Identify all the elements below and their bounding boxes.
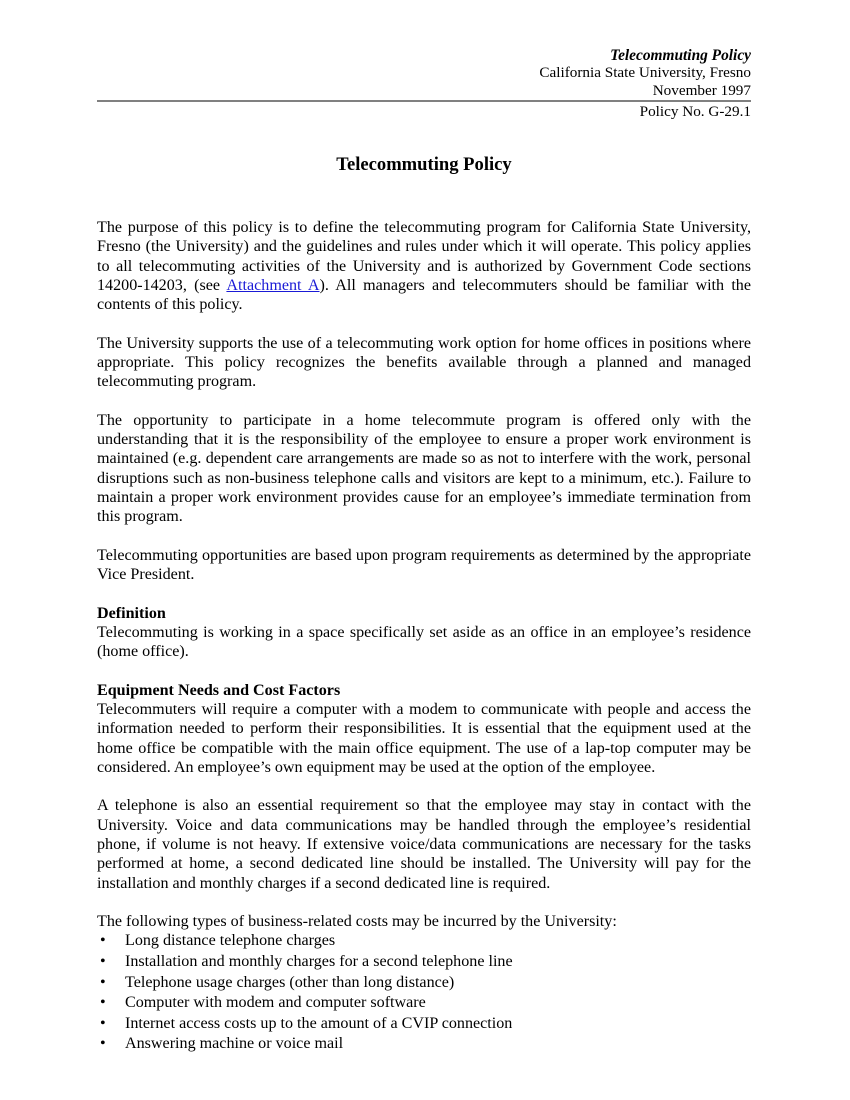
list-item [97, 931, 751, 952]
bullet-icon: • [100, 932, 106, 950]
paragraph-purpose-text-after-link: ). All managers and telecommuters should be familiar with the contents of this policy. [97, 277, 751, 314]
document-header [97, 47, 751, 120]
header-policy-number: Policy No. G-29.1 [639, 102, 751, 120]
section-heading-definition: Definition [97, 604, 166, 622]
list-item-label: Installation and monthly charges for a second telephone line [125, 952, 513, 970]
list-item [97, 1014, 751, 1035]
list-item-label: Long distance telephone charges [125, 932, 336, 950]
page-title: Telecommuting Policy [336, 154, 512, 175]
header-policy-title: Telecommuting Policy [610, 47, 751, 64]
header-date: November 1997 [652, 81, 751, 99]
cost-list [97, 931, 751, 1055]
section-heading-equipment: Equipment Needs and Cost Factors [97, 681, 341, 699]
list-item [97, 973, 751, 994]
bullet-icon: • [100, 952, 106, 970]
paragraph-purpose [97, 218, 751, 315]
paragraph-definition-body: Telecommuting is working in a space specifically set aside as an office in an employee’s residence (home office). [97, 623, 751, 661]
paragraph-purpose-text-before-link: The purpose of this policy is to define the telecommuting program for California State University, Fresno (the University) and the guidelines and rules under which it will operate. This policy applies to all telecommuting activities of the University and is authorized by Government Code sections 14200-14203, (see [97, 219, 751, 295]
header-institution: California State University, Fresno [539, 64, 751, 82]
paragraph-program-requirements: Telecommuting opportunities are based upon program requirements as determined by the appropriate Vice President. [97, 546, 751, 584]
list-item-label: Answering machine or voice mail [125, 1035, 344, 1053]
list-item [97, 952, 751, 973]
bullet-icon: • [100, 994, 106, 1012]
header-divider-rule [97, 100, 751, 102]
bullet-icon: • [100, 973, 106, 991]
bullet-icon: • [100, 1035, 106, 1053]
list-item-label: Computer with modem and computer software [125, 994, 426, 1012]
paragraph-opportunity: The opportunity to participate in a home telecommute program is offered only with the understanding that it is the responsibility of the employee to ensure a proper work environment is maintained (e.g. dependent care arrangements are made so as not to interfere with the work, personal disruptions such as non-business telephone calls and visitors are kept to a minimum, etc.). Failure to maintain a proper work environment provides cause for an employee’s immediate termination from this program. [97, 411, 751, 526]
list-item-label: Internet access costs up to the amount of a CVIP connection [125, 1014, 513, 1032]
attachment-a-link[interactable]: Attachment A [226, 277, 320, 295]
bullet-icon: • [100, 1014, 106, 1032]
paragraph-telephone: A telephone is also an essential requirement so that the employee may stay in contact with the University. Voice and data communications may be handled through the employee’s residential phone, if volume is not heavy. If extensive voice/data communications are necessary for the tasks performed at home, a second dedicated line should be installed. The University will pay for the installation and monthly charges if a second dedicated line is required. [97, 797, 751, 892]
list-item [97, 993, 751, 1014]
paragraph-equipment-body: Telecommuters will require a computer with a modem to communicate with people and access the information needed to perform their responsibilities. It is essential that the equipment used at the home office be compatible with the main office equipment. The use of a lap-top computer may be considered. An employee’s own equipment may be used at the option of the employee. [97, 700, 751, 776]
paragraph-university-support: The University supports the use of a telecommuting work option for home offices in positions where appropriate. This policy recognizes the benefits available through a planned and managed telecommuting program. [97, 334, 751, 391]
list-item [97, 1034, 751, 1055]
list-item-label: Telephone usage charges (other than long distance) [125, 973, 455, 991]
document-body [97, 152, 751, 1055]
paragraph-costs-intro: The following types of business-related costs may be incurred by the University: [97, 912, 617, 930]
